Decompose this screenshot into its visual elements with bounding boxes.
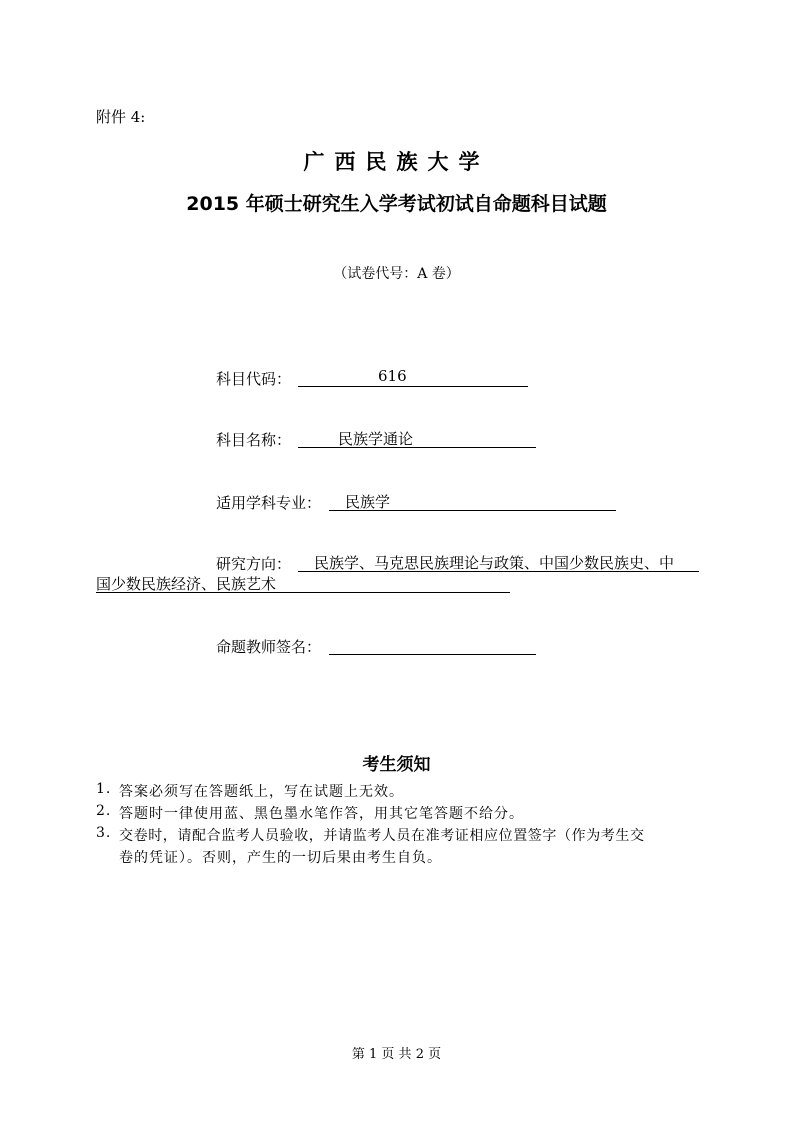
university-name: 广西民族大学 — [303, 150, 490, 174]
major-label: 适用学科专业： — [216, 494, 322, 512]
direction-field-line1 — [298, 550, 699, 572]
subject-name-label: 科目名称： — [216, 431, 292, 449]
notice-item-1-text: 答案必须写在答题纸上，写在试题上无效。 — [119, 784, 404, 800]
major-field — [329, 489, 616, 511]
subject-code-field — [298, 365, 528, 387]
paper-code: （试卷代号：A 卷） — [333, 266, 460, 282]
subject-name-field — [298, 426, 536, 448]
notice-item-1-number: 1. — [96, 781, 112, 797]
direction-value-line1: 民族学、马克思民族理论与政策、中国少数民族史、中 — [314, 554, 675, 572]
subject-code-label: 科目代码： — [216, 370, 292, 388]
page-number: 第 1 页 共 2 页 — [351, 1047, 442, 1062]
direction-field-line2 — [96, 571, 510, 593]
notice-item-2-text: 答题时一律使用蓝、黑色墨水笔作答，用其它笔答题不给分。 — [119, 806, 524, 822]
subject-name-value: 民族学通论 — [338, 430, 414, 448]
direction-value-line2: 国少数民族经济、民族艺术 — [96, 575, 277, 593]
direction-label: 研究方向： — [216, 555, 292, 573]
attachment-label: 附件 4: — [96, 108, 146, 126]
signature-label: 命题教师签名： — [216, 638, 322, 656]
exam-title: 2015 年硕士研究生入学考试初试自命题科目试题 — [186, 193, 607, 215]
notice-item-3-number: 3. — [96, 825, 112, 841]
notice-title: 考生须知 — [362, 755, 431, 775]
signature-field — [329, 633, 536, 655]
notice-item-3-text-continued: 卷的凭证）。否则，产生的一切后果由考生自负。 — [119, 850, 442, 866]
notice-item-3-text: 交卷时，请配合监考人员验收，并请监考人员在准考证相应位置签字（作为考生交 — [119, 828, 645, 844]
notice-item-2-number: 2. — [96, 803, 112, 819]
subject-code-value: 616 — [378, 367, 407, 385]
major-value: 民族学 — [345, 493, 391, 511]
